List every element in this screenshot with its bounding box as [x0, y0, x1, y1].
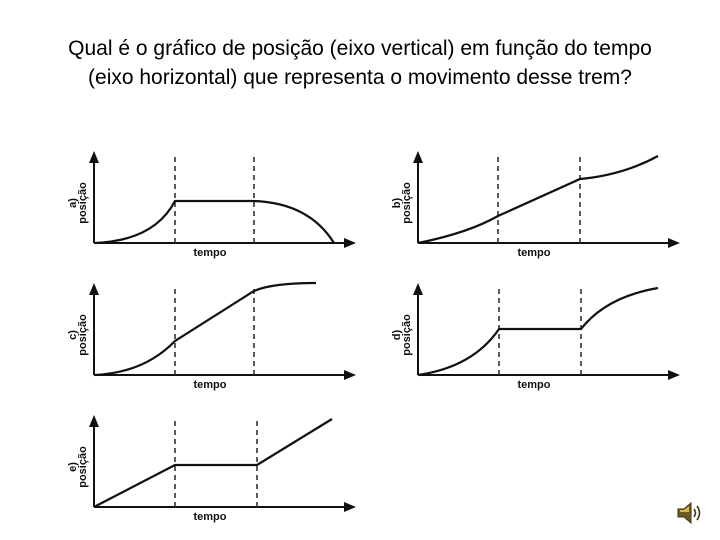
y-axis-label: posição: [77, 182, 89, 224]
graph-letter: a): [67, 198, 79, 208]
position-curve: [418, 156, 658, 243]
position-curve: [418, 288, 658, 375]
x-axis-label: tempo: [193, 511, 227, 523]
question-line-1: Qual é o gráfico de posição (eixo vertical) em função do tempo: [68, 37, 652, 60]
graph-letter: e): [67, 462, 79, 472]
graph-letter: b): [391, 197, 403, 209]
y-axis-arrow: [89, 283, 99, 295]
position-curve: [94, 419, 332, 507]
y-axis-arrow: [89, 415, 99, 427]
speaker-icon[interactable]: [676, 500, 706, 526]
question-text: [0, 34, 720, 92]
y-axis-label: posição: [77, 446, 89, 488]
y-axis-label: posição: [77, 314, 89, 356]
x-axis-label: tempo: [517, 379, 551, 391]
position-curve: [94, 283, 316, 375]
position-curve: [94, 201, 334, 243]
x-axis-label: tempo: [193, 247, 227, 259]
y-axis-arrow: [413, 151, 423, 163]
y-axis-arrow: [89, 151, 99, 163]
y-axis-label: posição: [401, 314, 413, 356]
x-axis-label: tempo: [517, 247, 551, 259]
y-axis-label: posição: [401, 182, 413, 224]
x-axis-label: tempo: [193, 379, 227, 391]
x-axis-arrow: [344, 238, 356, 248]
graph-letter: d): [391, 329, 403, 341]
x-axis-arrow: [344, 502, 356, 512]
x-axis-arrow: [344, 370, 356, 380]
y-axis-arrow: [413, 283, 423, 295]
x-axis-arrow: [668, 238, 680, 248]
question-line-2: (eixo horizontal) que representa o movimento desse trem?: [88, 66, 632, 89]
x-axis-arrow: [668, 370, 680, 380]
graph-letter: c): [67, 330, 79, 340]
